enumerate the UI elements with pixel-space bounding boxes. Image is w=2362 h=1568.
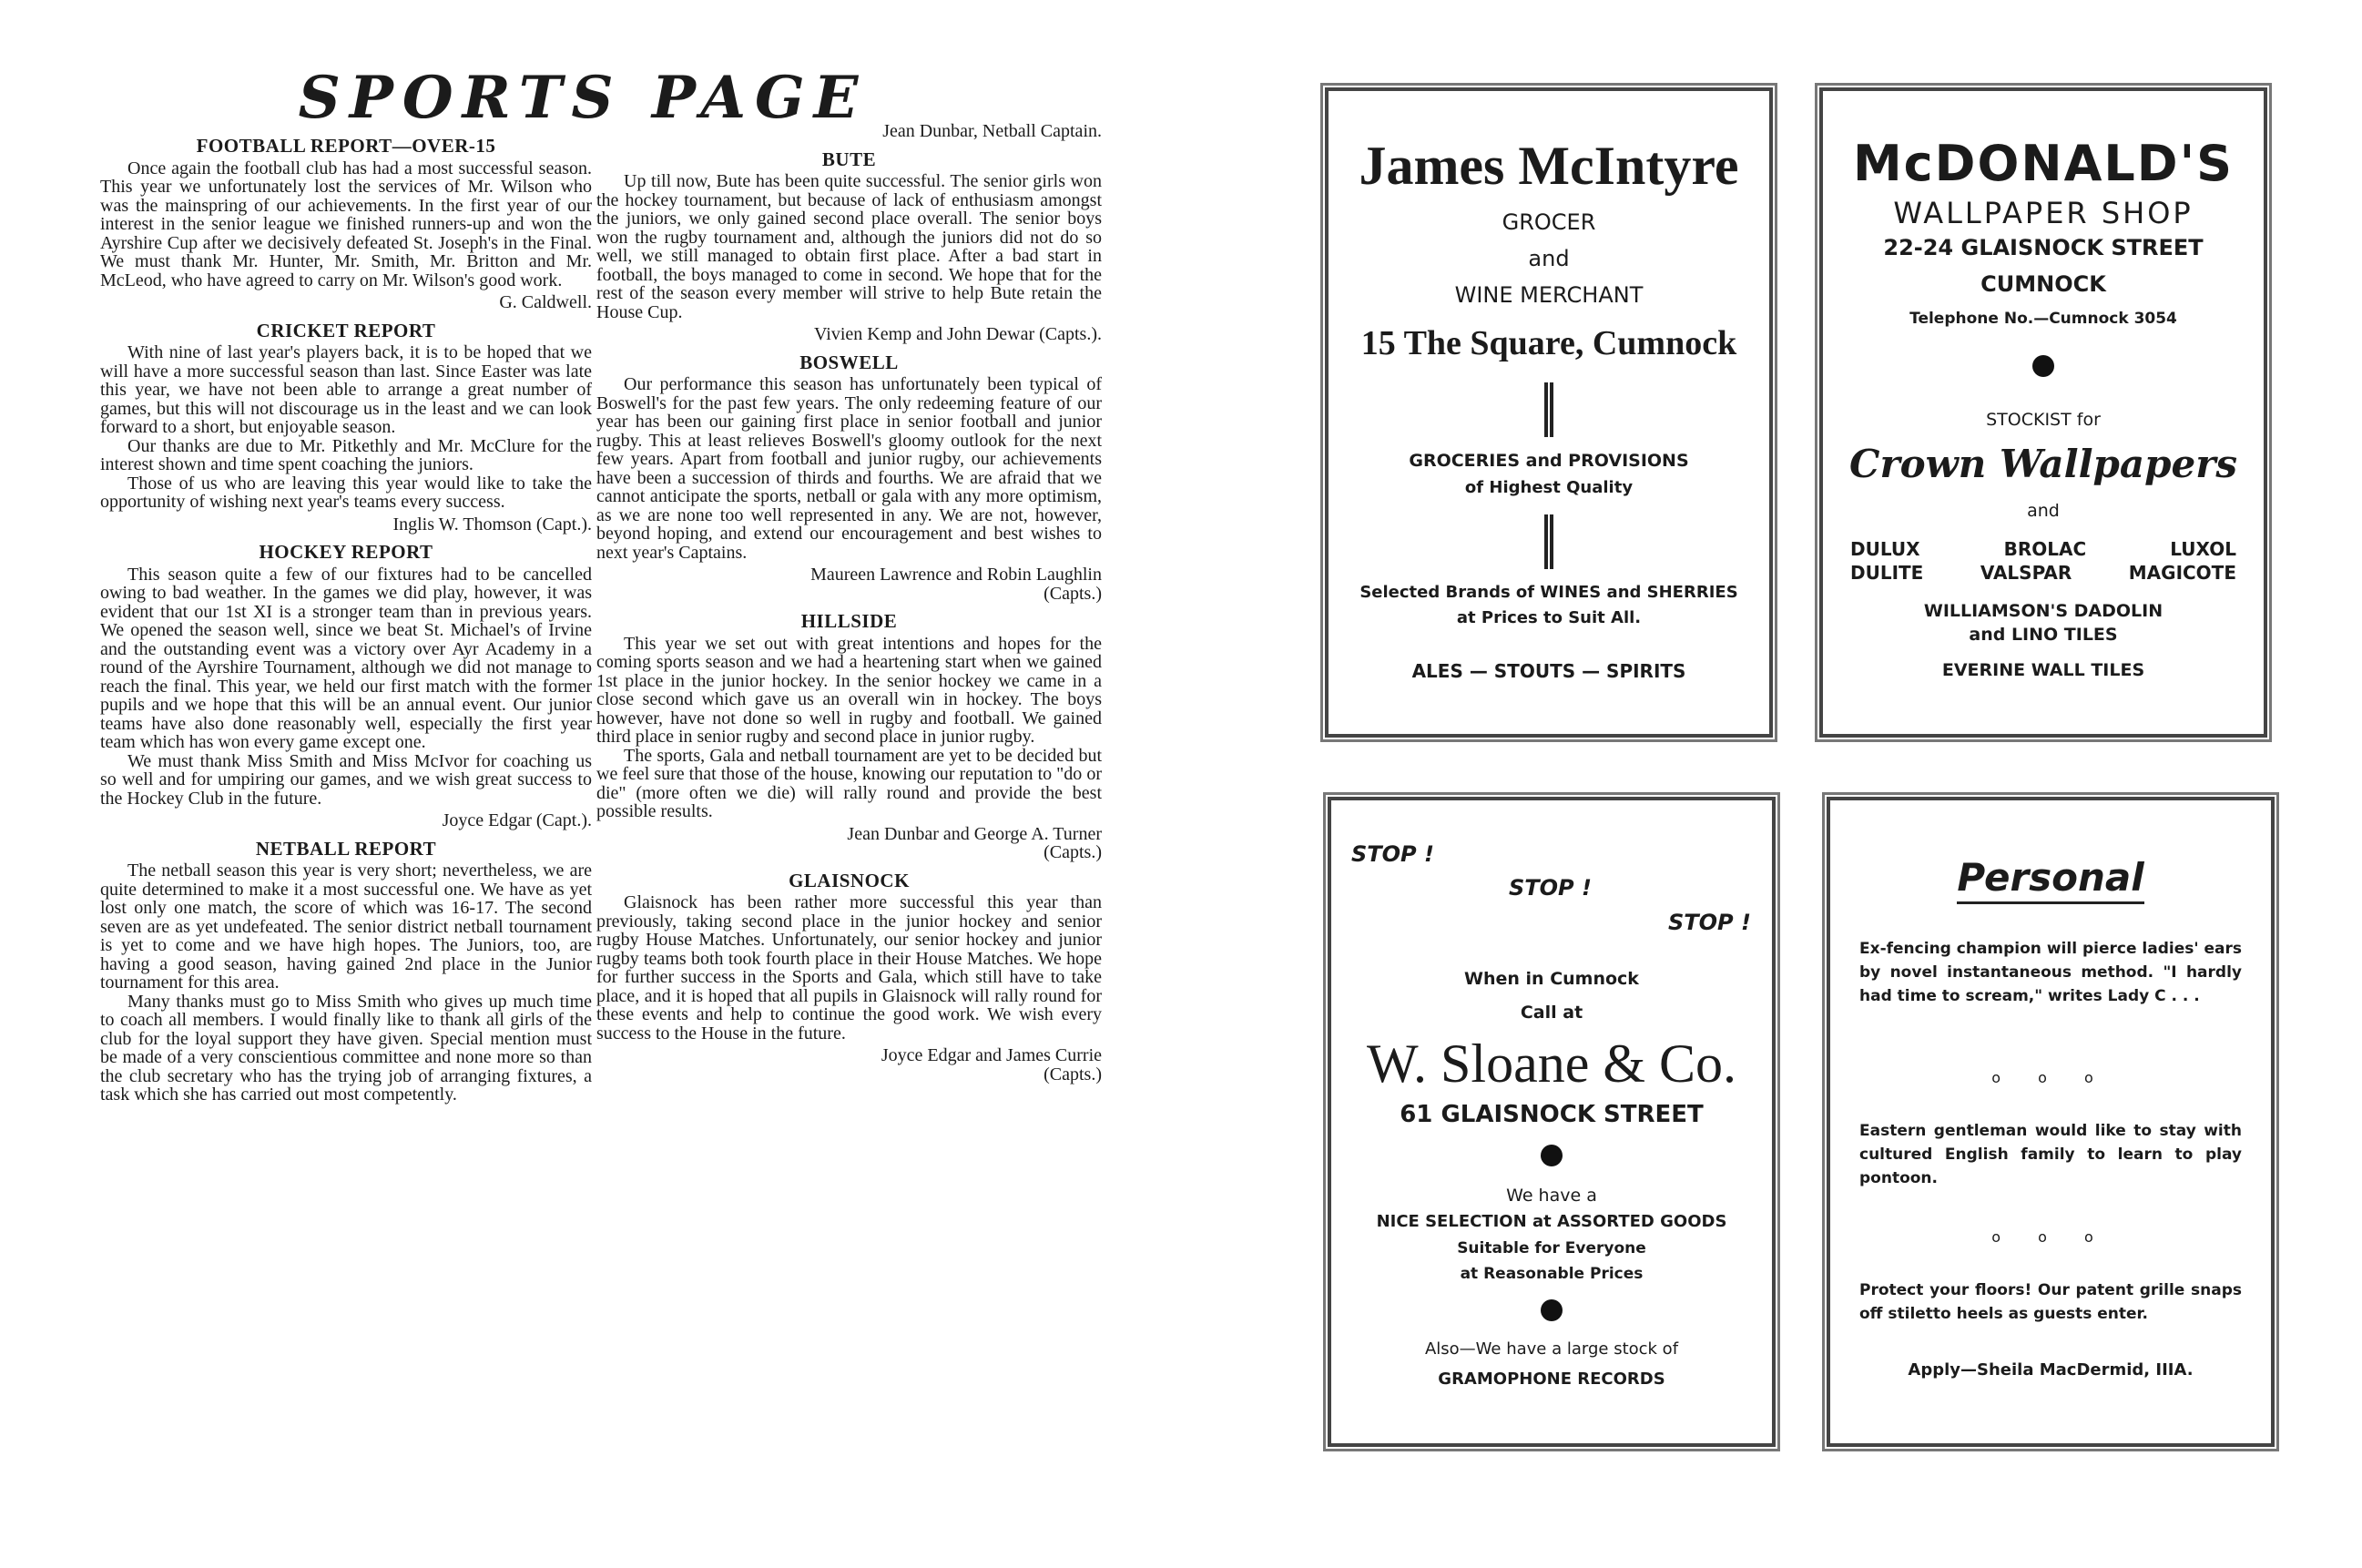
sloane-also: Also—We have a large stock of [1424, 1339, 1679, 1359]
brand-dulite: DULITE [1850, 562, 1924, 584]
sloane-advert [1328, 797, 1776, 1447]
stop-1: STOP ! [1351, 841, 1434, 867]
brand-valspar: VALSPAR [1980, 562, 2072, 584]
mcdonald-everine: EVERINE WALL TILES [1941, 660, 2145, 680]
personal-separator: o o o [1991, 1228, 2110, 1246]
bute-body: Up till now, Bute has been quite successful. The senior girls won the hockey tournament, but because of lack of enthusiasm amongst the juniors, we only gained second place overall. The senior boys won the rugby tournament and, although the juniors did not do so well, we still managed to obtain first place. After a bad start in football, the boys managed to come in second. We hope that for the rest of the season every member will strive to help Bute retain the House Cup. [596, 171, 1102, 322]
personal-separator: o o o [1991, 1069, 2110, 1086]
brand-luxol: LUXOL [2170, 538, 2236, 560]
sloane-call: Call at [1520, 1003, 1583, 1023]
divider-icon [1329, 514, 1769, 573]
mcdonald-telephone: Telephone No.—Cumnock 3054 [1909, 310, 2177, 328]
football-body: Once again the football club has had a most successful season. This year we unfortunately lost the services of Mr. Wilson who was the mainspring of our achievements. In the first year of our interest in the senior league we finished runners-up and won the Ayrshire Cup after we decisively defeated St. Joseph's in the Final. We must thank Mr. Hunter, Mr. Smith, Mr. Britton and Mr. McLeod, who have agreed to carry on Mr. Wilson's good work. [100, 158, 592, 290]
sloane-suitable: Suitable for Everyone [1457, 1239, 1646, 1257]
sloane-prices: at Reasonable Prices [1460, 1265, 1644, 1283]
boswell-heading: BOSWELL [799, 351, 899, 373]
personal-floors: Protect your floors! Our patent grille snaps off stiletto heels as guests enter. [1859, 1281, 2242, 1323]
page-title: SPORTS PAGE [298, 64, 868, 132]
mcdonald-brand-list [1850, 537, 2236, 585]
boswell-signature-capts: (Capts.) [1044, 583, 1102, 604]
sports-page [55, 36, 1111, 1530]
cricket-signature: Inglis W. Thomson (Capt.). [392, 514, 592, 535]
hockey-signature: Joyce Edgar (Capt.). [442, 810, 592, 830]
mcdonald-crown: Crown Wallpapers [1849, 442, 2237, 486]
cricket-p2: Our thanks are due to Mr. Pitkethly and Mr. McClure for the interest shown and time spent coaching the juniors. [100, 435, 592, 474]
glaisnock-body: Glaisnock has been rather more successful this year than previously, taking second place in the junior hockey and senior rugby House Matches. Unfortunately, our senior hockey and junior rugby teams both took fourth place in their House Matches. We hope for further success in the Sports and Gala, which still have to take place, and it is hoped that all pupils in Glaisnock will rally round for these events and help to continue the good work. We wish every success to the House in the future. [596, 892, 1102, 1044]
mcdonald-name: McDONALD'S [1852, 135, 2235, 192]
cricket-heading: CRICKET REPORT [256, 319, 436, 341]
netball-p1: The netball season this year is very short; nevertheless, we are quite determined to make it a most successful one. We have as yet lost only one match, the score of which was 16-17. The second seven are as yet undefeated. The senior district netball tournament is yet to come and we have high hopes. The Juniors, too, are having a good season, having gained 2nd place in the Junior tournament for this area. [100, 860, 592, 993]
glaisnock-signature-capts: (Capts.) [1044, 1064, 1102, 1084]
sloane-records: GRAMOPHONE RECORDS [1438, 1369, 1665, 1389]
brand-row [1850, 537, 2236, 561]
mcdonald-lino: and LINO TILES [1969, 625, 2118, 645]
personal-title [1830, 855, 2271, 900]
bute-signature: Vivien Kemp and John Dewar (Capts.). [814, 324, 1102, 344]
sloane-when: When in Cumnock [1464, 969, 1639, 989]
hillside-signature-capts: (Capts.) [1044, 842, 1102, 862]
netball-p2: Many thanks must go to Miss Smith who gives up much time to coach all members. I would finally like to thank all girls of the club for the loyal support they have given. Special mention must be made of a very conscientious committee and none more so than the club secretary who has the trying job of arranging fixtures, a task which she has carried out most competently. [100, 991, 592, 1105]
bullet-icon [1331, 1145, 1772, 1170]
boswell-signature: Maureen Lawrence and Robin Laughlin [810, 565, 1102, 585]
mcintyre-wine-merchant: WINE MERCHANT [1454, 282, 1644, 308]
mcintyre-advert [1325, 87, 1773, 738]
mcintyre-groceries: GROCERIES and PROVISIONS [1409, 451, 1689, 471]
hillside-signature: Jean Dunbar and George A. Turner [847, 823, 1102, 844]
bute-heading: BUTE [821, 148, 877, 170]
mcdonald-stockist: STOCKIST for [1986, 410, 2101, 430]
left-column [100, 127, 592, 1105]
right-column [596, 118, 1102, 1089]
mcdonald-town: CUMNOCK [1980, 271, 2106, 297]
personal-apply: Apply—Sheila MacDermid, IIIA. [1908, 1360, 2194, 1380]
glaisnock-heading: GLAISNOCK [789, 869, 910, 891]
divider-icon [1329, 382, 1769, 441]
brand-dulux: DULUX [1850, 538, 1920, 560]
mcintyre-name: James McIntyre [1359, 136, 1739, 196]
brand-brolac: BROLAC [2003, 538, 2087, 560]
hillside-p2: The sports, Gala and netball tournament are yet to be decided but we feel sure that those of the house, knowing our reputation to "do or die" (more often we die) will rally round and provide the best possible results. [596, 745, 1102, 821]
hillside-p1: This year we set out with great intentions and hopes for the coming sports season and we had a heartening start when we gained 1st place in the junior hockey. In the senior hockey we came in a close second which gave us an overall win in hockey. The boys however, have not done so well in rugby and football. We gained third place in senior rugby and second place in junior rugby. [596, 633, 1102, 747]
mcdonald-dadolin: WILLIAMSON'S DADOLIN [1923, 601, 2163, 621]
mcintyre-wines: Selected Brands of WINES and SHERRIES [1359, 583, 1738, 602]
personal-advert [1827, 797, 2275, 1447]
mcdonald-shop: WALLPAPER SHOP [1893, 196, 2194, 230]
mcintyre-and: and [1528, 246, 1570, 271]
sloane-street: 61 GLAISNOCK STREET [1400, 1101, 1704, 1128]
mcintyre-grocer: GROCER [1502, 209, 1596, 235]
football-heading: FOOTBALL REPORT—OVER-15 [196, 135, 496, 157]
mcintyre-address: 15 The Square, Cumnock [1360, 324, 1737, 362]
mcdonald-and: and [2027, 501, 2060, 521]
hockey-p2: We must thank Miss Smith and Miss McIvor for coaching us so well and for umpiring our games, and we wish great success to the Hockey Club in the future. [100, 750, 592, 809]
netball-signature: Jean Dunbar, Netball Captain. [882, 121, 1102, 141]
sloane-selection: NICE SELECTION at ASSORTED GOODS [1376, 1212, 1727, 1231]
football-signature: G. Caldwell. [499, 292, 592, 312]
bullet-icon [1331, 1299, 1772, 1325]
hillside-heading: HILLSIDE [800, 610, 898, 632]
sloane-have: We have a [1506, 1186, 1597, 1206]
hockey-p1: This season quite a few of our fixtures had to be cancelled owing to bad weather. In the games we did play, however, it was evident that our 1st XI is a stronger team than in previous years. We opened the season well, since we beat St. Michael's of Irvine and the outstanding event was a victory over Ayr Academy in a round of the Ayrshire Tournament, although we did not manage to reach the final. This year, we held our first match with the former pupils and we hope that this will be an annual event. Our junior teams have also done reasonably well, especially the first year team which has won every game except one. [100, 564, 592, 752]
stop-3: STOP ! [1668, 910, 1751, 935]
boswell-body: Our performance this season has unfortunately been typical of Boswell's for the past few years. The only redeeming feature of our year has been our gaining first place in senior football and junior rugby. This at least relieves Boswell's gloomy outlook for the next few years. Apart from football and junior rugby, our achievements have been a succession of thirds and fourths. We are afraid that we cannot anticipate the sports, netball or gala with any more optimism, as we are none too well represented in any. We are not, however, beyond hoping, and extend our encouragement and best wishes to next year's Captains. [596, 374, 1102, 563]
brand-magicote: MAGICOTE [2128, 562, 2236, 584]
personal-title-text: Personal [1957, 855, 2143, 904]
mcdonald-street: 22-24 GLAISNOCK STREET [1883, 235, 2204, 260]
personal-gentleman: Eastern gentleman would like to stay with cultured English family to learn to play pontoon. [1859, 1122, 2242, 1187]
glaisnock-signature: Joyce Edgar and James Currie [881, 1045, 1102, 1065]
stop-2: STOP ! [1509, 875, 1592, 901]
mcintyre-ales: ALES — STOUTS — SPIRITS [1411, 660, 1686, 682]
netball-heading: NETBALL REPORT [255, 837, 437, 860]
cricket-p1: With nine of last year's players back, it is to be hoped that we will have a more successful season than last. Since Easter was late this year, we have not been able to arrange a great number of games, but this will not discourage us in the least and we can look forward to a short, but enjoyable season. [100, 342, 592, 437]
brand-row [1850, 561, 2236, 585]
sloane-name: W. Sloane & Co. [1366, 1033, 1737, 1094]
mcintyre-prices: at Prices to Suit All. [1456, 608, 1642, 627]
hockey-heading: HOCKEY REPORT [259, 541, 433, 563]
mcintyre-quality: of Highest Quality [1464, 478, 1634, 497]
personal-fencing: Ex-fencing champion will pierce ladies' ears by novel instantaneous method. "I hardly had time to scream," writes Lady C . . . [1859, 940, 2242, 1005]
cricket-p3: Those of us who are leaving this year would like to take the opportunity of wishing next year's teams every success. [100, 473, 592, 512]
mcdonald-advert [1819, 87, 2267, 738]
bullet-icon [1823, 355, 2264, 381]
